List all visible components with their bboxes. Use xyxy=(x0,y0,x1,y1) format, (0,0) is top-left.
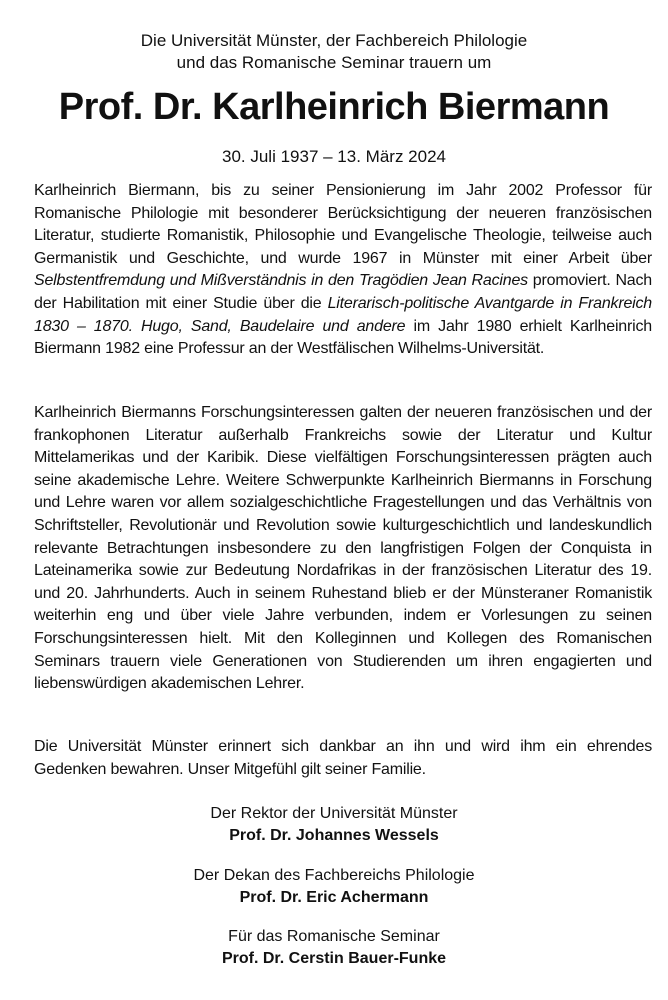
biography-paragraph xyxy=(34,180,652,361)
bio-text-3: im Jahr 1980 erhielt Karlheinrich Biermann 1982 eine Professur an der Westfälischen Wilhelms-Universität. xyxy=(34,317,652,358)
dissertation-title: Selbstentfremdung und Mißverständnis in den Tragödien Jean Racines xyxy=(34,272,528,290)
obituary-notice xyxy=(20,0,653,1000)
intro-line-1: Die Universität Münster, der Fachbereich Philologie xyxy=(140,31,528,50)
signature-seminar xyxy=(20,926,648,970)
bio-text-1: Karlheinrich Biermann, bis zu seiner Pensionierung im Jahr 2002 Professor für Romanische Philologie mit besonderer Berücksichtigung der neueren französischen Literatur, studierte Romanistik, Philosophie und Evangelische Theologie, teilweise auch Germanistik und Geschichte, und wurde 1967 in Münster mit einer Arbeit über xyxy=(34,182,652,267)
research-paragraph: Karlheinrich Biermanns Forschungsinteressen galten der neueren französischen und der frankophonen Literatur außerhalb Frankreichs sowie der Literatur und Kultur Mittelamerikas und der Karibik. Diese vielfältigen Forschungsinteressen prägten auch seine akademische Lehre. Weitere Schwerpunkte Karlheinrich Biermanns in Forschung und Lehre waren vor allem sozialgeschichtliche Fragestellungen und das Verhältnis von Schriftsteller, Revolutionär und Revolution sowie kulturgeschichtlich und landeskundlich relevante Betrachtungen insbesondere zu den langfristigen Folgen der Conquista in Lateinamerika sowie zur Bedeutung Nordafrikas in der französischen Literatur des 19. und 20. Jahrhunderts. Auch in seinem Ruhestand blieb er der Münsteraner Romanistik weiterhin eng und über viele Jahre verbunden, indem er Vorlesungen zu seinen Forschungsinteressen hielt. Mit den Kolleginnen und Kollegen des Romanischen Seminars trauern viele Generationen von Studierenden um ihren engagierten und liebenswürdigen akademischen Lehrer. xyxy=(34,404,652,693)
deceased-name: Prof. Dr. Karlheinrich Biermann xyxy=(58,86,610,128)
signature-dean xyxy=(20,865,648,909)
intro-line-2: und das Romanische Seminar trauern um xyxy=(176,53,492,72)
habilitation-title: Literarisch-politische Avantgarde in Frankreich 1830 – 1870. Hugo, Sand, Baudelaire und andere xyxy=(34,294,653,335)
life-dates: 30. Juli 1937 – 13. März 2024 xyxy=(222,147,446,166)
signature-role: Der Rektor der Universität Münster xyxy=(210,805,458,822)
signature-role: Der Dekan des Fachbereichs Philologie xyxy=(193,867,475,884)
signature-person: Prof. Dr. Johannes Wessels xyxy=(229,827,439,844)
intro-text xyxy=(20,30,648,74)
closing-paragraph: Die Universität Münster erinnert sich dankbar an ihn und wird ihm ein ehrendes Gedenken bewahren. Unser Mitgefühl gilt seiner Familie. xyxy=(34,738,652,778)
signature-person: Prof. Dr. Cerstin Bauer-Funke xyxy=(221,950,447,967)
bio-text-2: promoviert. Nach der Habilitation mit einer Studie über die xyxy=(34,272,652,312)
signature-person: Prof. Dr. Eric Achermann xyxy=(239,889,429,906)
signature-role: Für das Romanische Seminar xyxy=(228,928,440,945)
signature-rector xyxy=(20,803,648,847)
